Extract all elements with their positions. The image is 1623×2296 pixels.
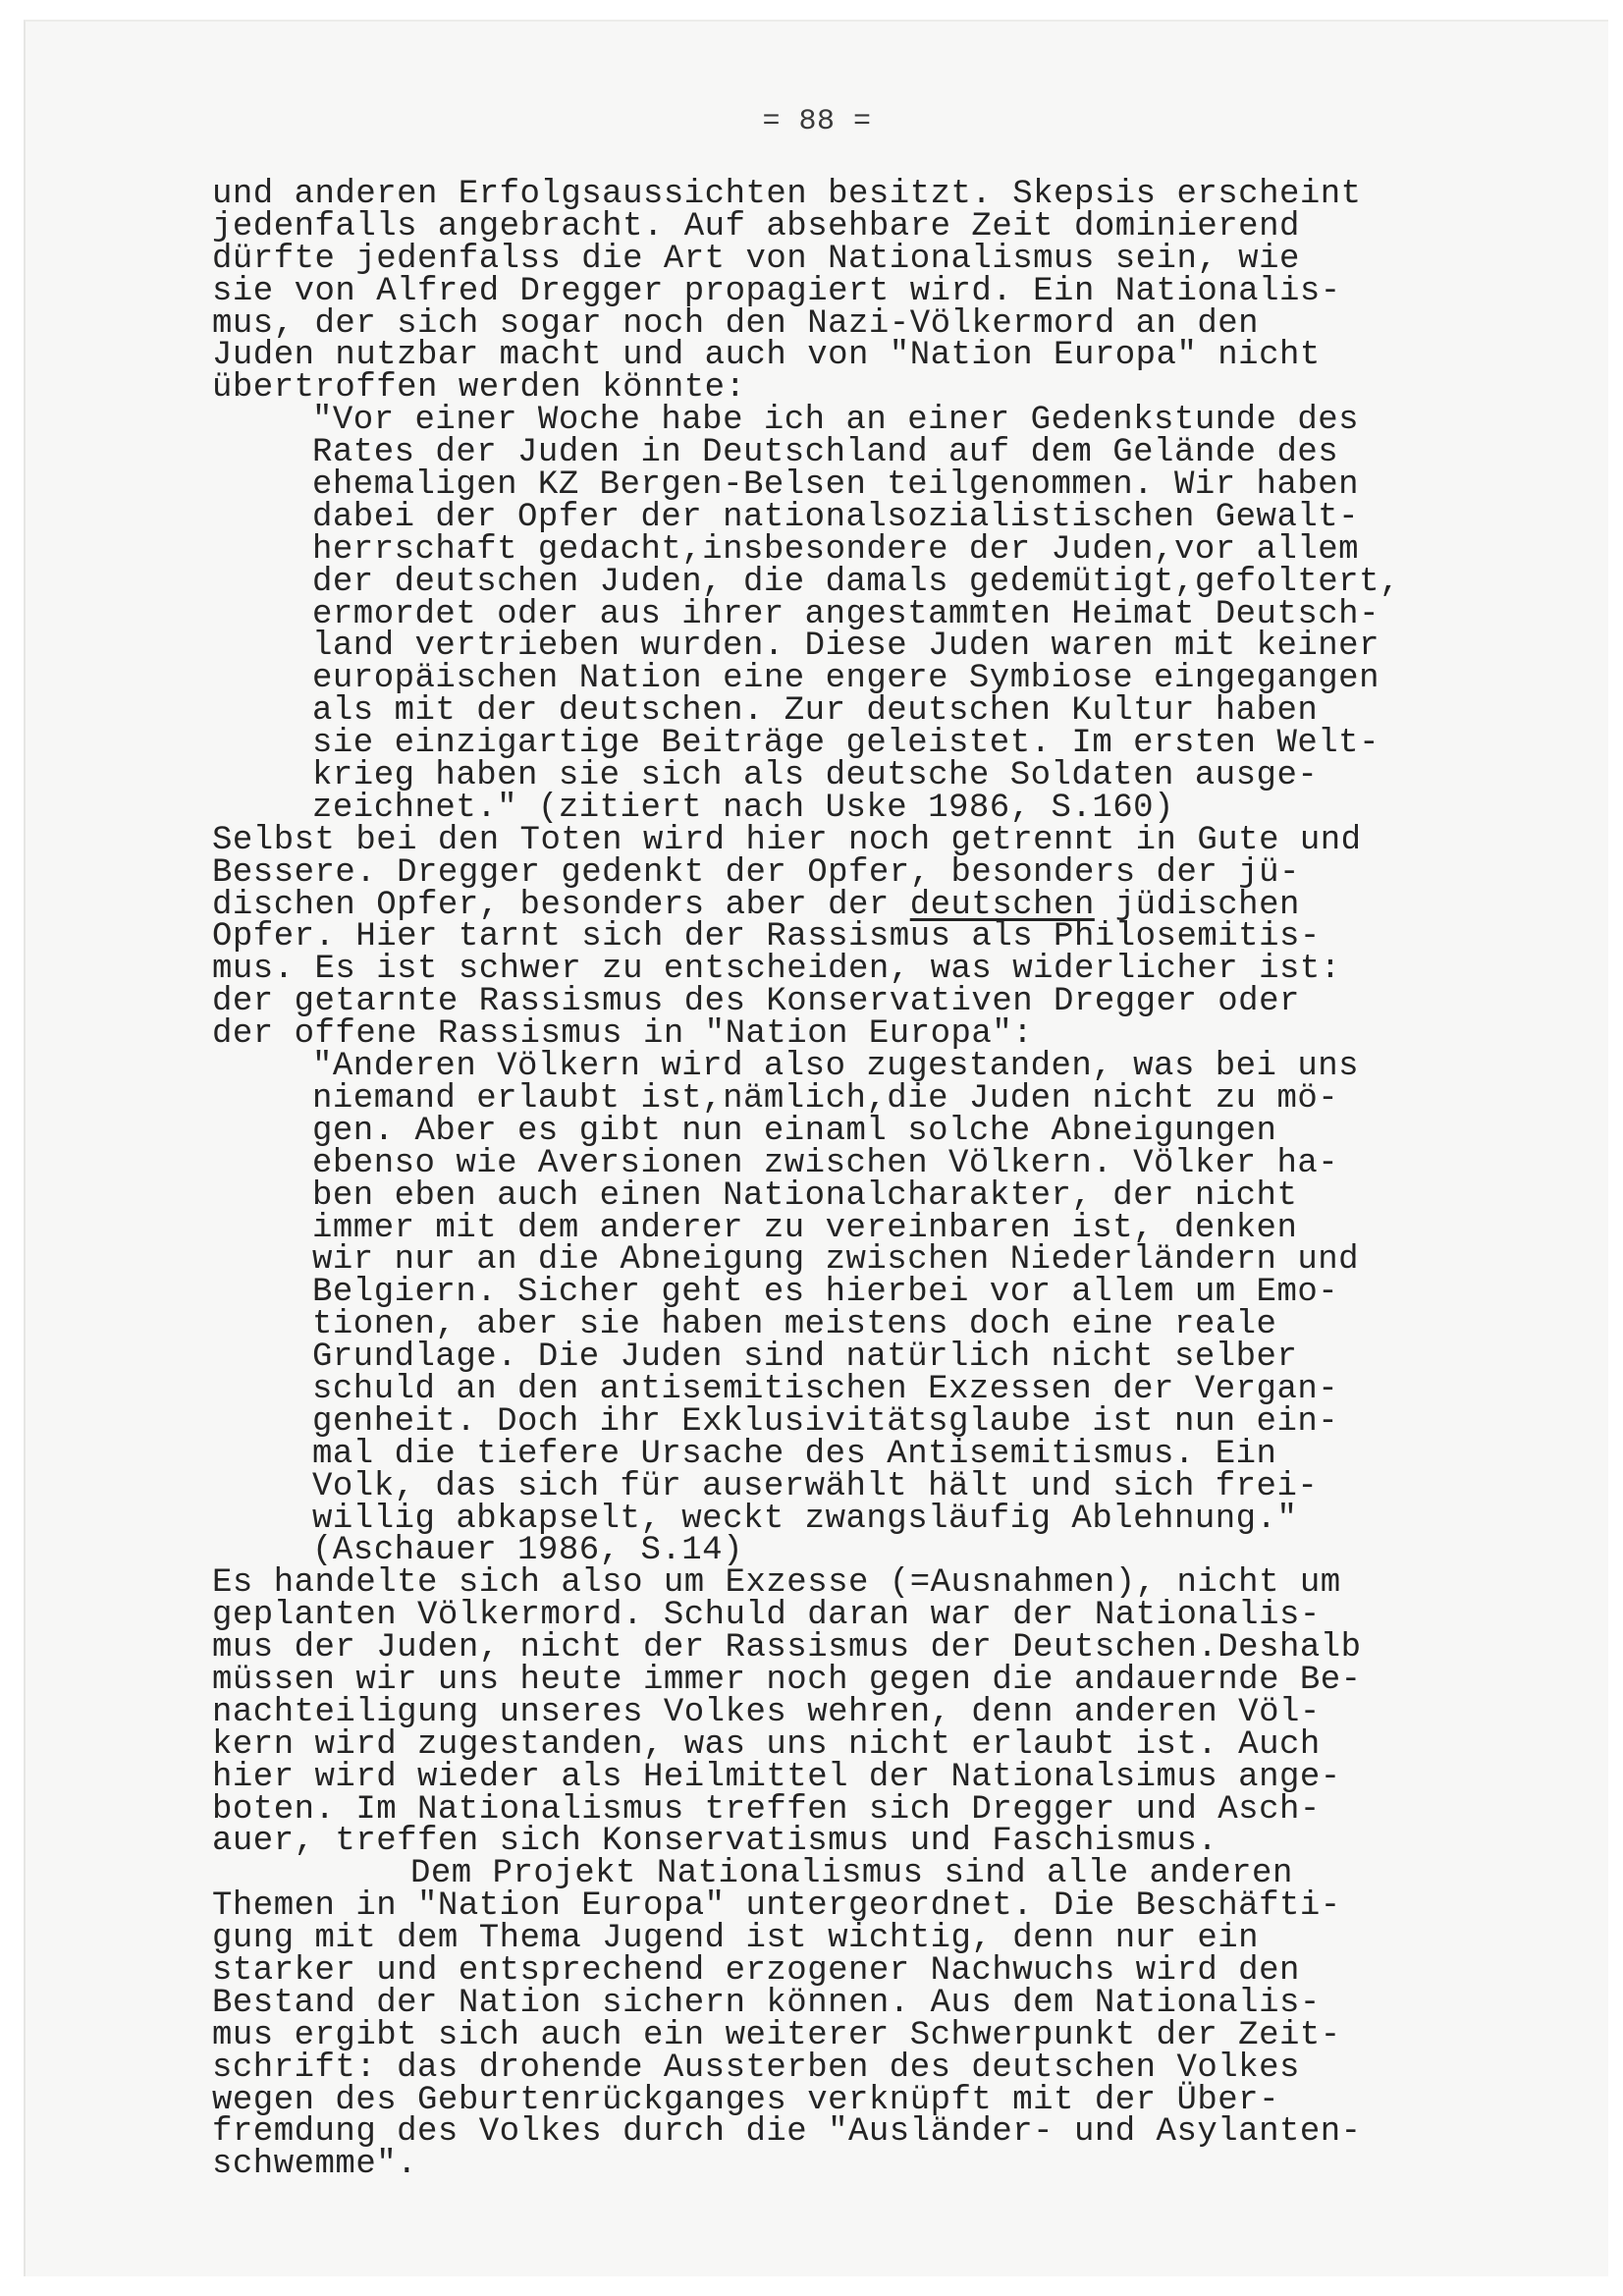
typewritten-sheet — [26, 22, 1608, 2276]
text-line: mus der Juden, nicht der Rassismus der Deutschen.Deshalb — [212, 1629, 1362, 1667]
text-line: und anderen Erfolgsaussichten besitzt. Skepsis erscheint — [212, 176, 1362, 213]
quote-line: Grundlage. Die Juden sind natürlich nicht selber — [312, 1339, 1298, 1377]
quote-line: der deutschen Juden, die damals gedemütigt,gefoltert, — [312, 563, 1400, 601]
text-line: jedenfalls angebracht. Auf absehbare Zeit dominierend — [212, 207, 1300, 246]
text-line: wegen des Geburtenrückganges verknüpft mit der Über- — [212, 2081, 1279, 2119]
text-line: sie von Alfred Dregger propagiert wird. Ein Nationalis- — [212, 272, 1341, 310]
quote-line: willig abkapselt, weckt zwangsläufig Ablehnung." — [312, 1500, 1298, 1538]
body-text — [212, 176, 1430, 2184]
text-line: boten. Im Nationalismus treffen sich Dregger und Asch- — [212, 1790, 1321, 1829]
text-line: schwemme". — [212, 2146, 418, 2184]
text-line: fremdung des Volkes durch die "Ausländer- und Asylanten- — [212, 2113, 1362, 2152]
quote-line: zeichnet." (zitiert nach Uske 1986, S.160) — [312, 789, 1174, 827]
quote-line: sie einzigartige Beiträge geleistet. Im ersten Welt- — [312, 725, 1380, 763]
quote-line: tionen, aber sie haben meistens doch eine reale — [312, 1306, 1277, 1344]
text-line: starker und entsprechend erzogener Nachwuchs wird den — [212, 1951, 1300, 1990]
quote-line: Volk, das sich für auserwählt hält und sich frei- — [312, 1467, 1319, 1505]
text-line: auer, treffen sich Konservatismus und Faschismus. — [212, 1823, 1218, 1861]
quote-line: krieg haben sie sich als deutsche Soldaten ausge- — [312, 757, 1319, 795]
text-line: der getarnte Rassismus des Konservativen Dregger oder — [212, 983, 1300, 1021]
underlined-word: deutschen — [909, 886, 1095, 924]
quote-line: "Vor einer Woche habe ich an einer Gedenkstunde des — [312, 402, 1360, 440]
quote-line: gen. Aber es gibt nun einaml solche Abneigungen — [312, 1112, 1277, 1150]
quote-line: herrschaft gedacht,insbesondere der Juden,vor allem — [312, 530, 1360, 569]
text-line: Bessere. Dregger gedenkt der Opfer, besonders der jü- — [212, 853, 1300, 892]
text-line: schrift: das drohende Aussterben des deutschen Volkes — [212, 2049, 1300, 2087]
text-line: der offene Rassismus in "Nation Europa": — [212, 1015, 1034, 1054]
quote-line: Rates der Juden in Deutschland auf dem Gelände des — [312, 434, 1339, 472]
quote-line: ben eben auch einen Nationalcharakter, der nicht — [312, 1176, 1298, 1215]
quote-line: ebenso wie Aversionen zwischen Völkern. Völker ha- — [312, 1144, 1339, 1182]
text-line: mus ergibt sich auch ein weiterer Schwerpunkt der Zeit- — [212, 2016, 1341, 2054]
quote-line: immer mit dem anderer zu vereinbaren ist, denken — [312, 1209, 1298, 1247]
quote-line: schuld an den antisemitischen Exzessen der Vergan- — [312, 1370, 1339, 1408]
quote-line: europäischen Nation eine engere Symbiose eingegangen — [312, 660, 1380, 698]
page-number: = 88 = — [762, 105, 872, 138]
text-line: übertroffen werden könnte: — [212, 369, 746, 408]
quote-line: Belgiern. Sicher geht es hierbei vor allem um Emo- — [312, 1274, 1339, 1312]
text-line: geplanten Völkermord. Schuld daran war der Nationalis- — [212, 1597, 1321, 1635]
quote-line: land vertrieben wurden. Diese Juden waren mit keiner — [312, 628, 1380, 666]
text-line: nachteiligung unseres Volkes wehren, denn anderen Völ- — [212, 1693, 1321, 1731]
text-line: mus. Es ist schwer zu entscheiden, was widerlicher ist: — [212, 951, 1341, 989]
text-line: mus, der sich sogar noch den Nazi-Völkermord an den — [212, 304, 1260, 343]
text-line: Opfer. Hier tarnt sich der Rassismus als Philosemitis- — [212, 918, 1321, 957]
quote-line: dabei der Opfer der nationalsozialistischen Gewalt- — [312, 498, 1360, 536]
text-segment: dischen Opfer, besonders aber der — [212, 886, 910, 924]
text-line-with-underline — [212, 886, 1430, 924]
text-line: gung mit dem Thema Jugend ist wichtig, denn nur ein — [212, 1920, 1260, 1958]
text-line: hier wird wieder als Heilmittel der Nationalsimus ange- — [212, 1758, 1341, 1796]
quote-line: ermordet oder aus ihrer angestammten Heimat Deutsch- — [312, 595, 1380, 633]
quote-line: mal die tiefere Ursache des Antisemitismus. Ein — [312, 1435, 1277, 1473]
quote-line: ehemaligen KZ Bergen-Belsen teilgenommen. Wir haben — [312, 466, 1360, 505]
quote-line: genheit. Doch ihr Exklusivitätsglaube ist nun ein- — [312, 1402, 1339, 1441]
text-line: Selbst bei den Toten wird hier noch getrennt in Gute und — [212, 821, 1362, 859]
scanned-page — [24, 20, 1608, 2276]
text-line: Juden nutzbar macht und auch von "Nation Europa" nicht — [212, 337, 1321, 375]
text-segment: jüdischen — [1094, 886, 1300, 924]
quote-line: "Anderen Völkern wird also zugestanden, was bei uns — [312, 1048, 1360, 1086]
paragraph-first-line: Dem Projekt Nationalismus sind alle anderen — [410, 1855, 1293, 1893]
text-line: Themen in "Nation Europa" untergeordnet. Die Beschäfti- — [212, 1887, 1341, 1926]
text-line: Bestand der Nation sichern können. Aus dem Nationalis- — [212, 1984, 1321, 2022]
text-line: kern wird zugestanden, was uns nicht erlaubt ist. Auch — [212, 1725, 1321, 1764]
text-line: müssen wir uns heute immer noch gegen die andauernde Be- — [212, 1661, 1362, 1699]
text-line: dürfte jedenfalss die Art von Nationalismus sein, wie — [212, 240, 1300, 278]
quote-line: als mit der deutschen. Zur deutschen Kultur haben — [312, 692, 1319, 731]
quote-line: wir nur an die Abneigung zwischen Niederländern und — [312, 1241, 1360, 1280]
quote-line: niemand erlaubt ist,nämlich,die Juden nicht zu mö- — [312, 1079, 1339, 1118]
quote-line: (Aschauer 1986, S.14) — [312, 1532, 743, 1570]
text-line: Es handelte sich also um Exzesse (=Ausnahmen), nicht um — [212, 1564, 1341, 1603]
